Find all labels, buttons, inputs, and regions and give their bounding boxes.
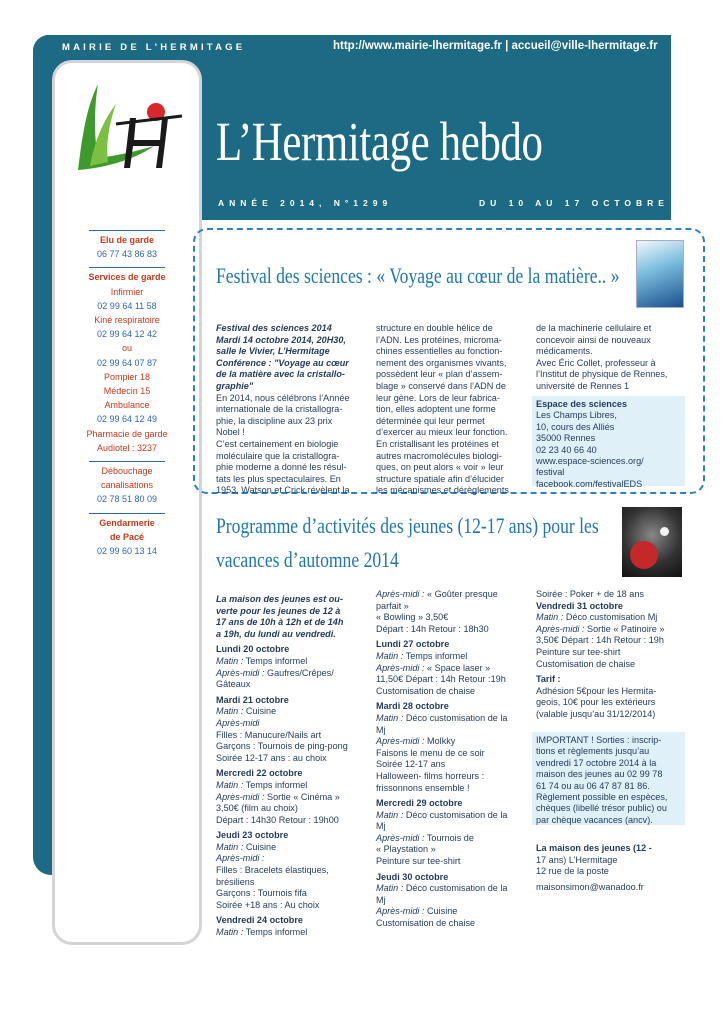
activity-line: Customisation de chaise [376, 685, 476, 696]
day-heading: Lundi 20 octobre [216, 644, 290, 655]
day-heading: Vendredi 31 octobre [536, 600, 623, 611]
festival-text-line: autres macromolécules biologi- [376, 450, 502, 461]
activity-text: Déco customisation de la [403, 712, 508, 723]
activity-text: Cuisine [243, 706, 277, 717]
activity-line: « Bowling » 3,50€ [376, 612, 449, 623]
activity-period: Matin : [376, 883, 404, 894]
activity-text: « Space laser » [424, 662, 491, 673]
festival-column-3 [536, 323, 686, 393]
activity-line [216, 668, 371, 680]
programme-title-line-2: vacances d’automne 2014 [216, 547, 399, 572]
festival-text-line: structure en double hélice de [376, 323, 493, 333]
activity-line: 11,50€ Départ : 14h Retour :19h [376, 674, 506, 685]
header-urls[interactable]: http://www.mairie-lhermitage.fr | accueil@ville-lhermitage.fr [333, 40, 658, 52]
activity-text: Cuisine [424, 906, 458, 917]
festival-text-line: moléculaire que la cristallogra- [216, 450, 340, 461]
espace-sciences-box [532, 396, 685, 489]
important-line: Règlement possible en espèces, [536, 792, 668, 803]
festival-text-line: université de Rennes 1 [536, 380, 630, 391]
programme-column-2 [376, 589, 526, 930]
service-line: 02 99 64 07 87 [96, 357, 158, 368]
activity-period: Matin : [376, 650, 404, 661]
activity-period: Matin : [216, 841, 244, 852]
activity-text: Temps informel [243, 927, 308, 938]
activity-line [216, 718, 371, 730]
espace-title: Espace des sciences [536, 399, 627, 409]
activity-line [376, 833, 526, 845]
festival-title: Festival des sciences : « Voyage au cœur de la matière.. » [216, 263, 620, 288]
hermitage-logo-icon [64, 78, 194, 173]
maison-email-link[interactable]: maisonsimon@wanadoo.fr [536, 881, 644, 892]
festival-text-line: les mécanismes et dérèglements [376, 485, 509, 496]
day-heading: Mercredi 29 octobre [376, 798, 463, 809]
sidebar-divider [89, 267, 165, 268]
festival-text-line: blage » conservé dans l’ADN de [376, 380, 506, 391]
activity-line: Peinture sur tee-shirt [376, 856, 461, 867]
activity-period: Matin : [216, 655, 244, 666]
festival-text-line: En 2014, nous célébrons l’Année [216, 392, 350, 403]
activity-period: Matin : [376, 809, 404, 820]
activity-line [376, 589, 526, 601]
activity-period: Matin : [376, 712, 404, 723]
important-line: 61 74 ou au 06 47 87 81 86. [536, 780, 650, 791]
espace-line: www.espace-sciences.org/ [536, 456, 644, 467]
programme-intro-line: 17 ans de 10h à 12h et de 14h [216, 617, 344, 628]
festival-text-line: possèdent leur « plan d’assem- [376, 369, 503, 380]
activity-line [216, 853, 371, 865]
mairie-label: MAIRIE DE L'HERMITAGE [62, 42, 246, 53]
day-heading: Vendredi 24 octobre [216, 915, 303, 926]
activity-line: Faisons le menu de ce soir [376, 747, 485, 758]
espace-line: 02 23 40 66 40 [536, 444, 597, 455]
service-line: 02 99 64 12 42 [96, 329, 158, 340]
activity-text: Temps informel [243, 655, 308, 666]
service-line: Ambulance [104, 400, 150, 411]
festival-text-line: internationale de la cristallogra- [216, 404, 343, 415]
festival-text-line: concevoir ainsi de nouveaux [536, 334, 651, 345]
maison-line: La maison des jeunes (12 - [536, 843, 652, 853]
day-heading: Lundi 27 octobre [376, 639, 450, 650]
espace-line: 10, cours des Alliés [536, 421, 615, 432]
activity-line [216, 706, 371, 718]
activity-line: frissonnons ensemble ! [376, 782, 470, 793]
gendarmerie-label-1: Gendarmerie [99, 517, 155, 528]
activity-line [216, 792, 371, 804]
activity-line: 3,50€ (film au choix) [216, 803, 298, 814]
activity-line: Filles : Bracelets élastiques, [216, 865, 329, 876]
activity-line: brésiliens [216, 876, 255, 887]
service-line: 02 99 64 12 49 [96, 414, 158, 425]
activity-text: Tournois de [424, 832, 474, 843]
activity-text: Molkky [424, 736, 456, 747]
important-line: maison des jeunes au 02 99 78 [536, 769, 663, 780]
programme-intro-line: La maison des jeunes est ou- [216, 594, 343, 604]
important-line: tions et règlements jusqu’au [536, 746, 650, 757]
festival-heading-line: Festival des sciences 2014 [216, 323, 332, 333]
activity-line [376, 810, 526, 822]
programme-intro-line: verte pour les jeunes de 12 à [216, 605, 341, 616]
important-line: par chèque vacances (ancv). [536, 814, 653, 825]
service-line: ou [121, 343, 132, 354]
activity-line [376, 883, 526, 895]
day-heading: Mardi 28 octobre [376, 701, 449, 712]
activity-line [536, 624, 686, 636]
activity-line [376, 713, 526, 725]
programme-title-line-1: Programme d’activités des jeunes (12-17 ans) pour les [216, 513, 599, 538]
activity-text: Déco customisation Mj [563, 612, 658, 623]
activity-text: Déco customisation de la [403, 809, 508, 820]
activity-period: Matin : [536, 612, 564, 623]
activity-text: Déco customisation de la [403, 883, 508, 894]
activity-line: Mj [376, 821, 386, 832]
activity-line [376, 663, 526, 675]
programme-column-1 [216, 594, 371, 939]
festival-text-line: tion, elles adoptent une forme [376, 404, 496, 415]
activity-line: 3,50€ Départ : 14h Retour : 19h [536, 635, 664, 646]
gendarmerie-label-2: de Pacé [109, 531, 145, 542]
activity-period: Après-midi : [536, 623, 585, 634]
service-line: Kiné respiratoire [94, 315, 160, 326]
activity-line: Garçons : Tournois de ping-pong [216, 741, 348, 752]
activity-line: Soirée 12-17 ans [376, 759, 446, 770]
services-list [62, 285, 192, 455]
festival-text-line: En cristallisant les protéines et [376, 438, 499, 449]
debouchage-label-2: canalisations [100, 480, 154, 491]
maison-line: 12 rue de la poste [536, 866, 609, 877]
activity-text: Temps informel [403, 650, 468, 661]
important-line: IMPORTANT ! Sorties : inscrip- [536, 735, 662, 745]
activity-period: Après-midi : [376, 832, 425, 843]
activity-line: Peinture sur tee-shirt [536, 646, 621, 657]
ping-pong-image [622, 507, 682, 577]
festival-text-line: structure spatiale afin d’élucider [376, 473, 504, 484]
activity-period: Après-midi : [216, 667, 265, 678]
activity-line [376, 651, 526, 663]
activity-line: Adhésion 5€pour les Hermita- [536, 685, 657, 696]
activity-period: Après-midi : [376, 736, 425, 747]
activity-line: geois, 10€ pour les extérieurs [536, 697, 656, 708]
debouchage-label-1: Débouchage [101, 466, 153, 477]
activity-text: Cuisine [243, 841, 277, 852]
festival-text-line: l’ADN. Les protéines, microma- [376, 334, 502, 345]
activity-line: Garçons : Tournois fifa [216, 888, 307, 899]
festival-text-line: C’est certainement en biologie [216, 438, 339, 449]
sidebar-contacts [62, 230, 192, 558]
activity-text: Sortie « Cinéma » [264, 791, 340, 802]
activity-period: Après-midi : [216, 791, 265, 802]
activity-line: Soirée 12-17 ans : au choix [216, 752, 327, 763]
activity-period: Matin : [216, 706, 244, 717]
page-title: L’Hermitage hebdo [216, 111, 543, 172]
activity-line [216, 656, 371, 668]
activity-line: Filles : Manucure/Nails art [216, 729, 322, 740]
festival-text-line: tats les plus spectaculaires. En [216, 473, 341, 484]
activity-text: « Goûter presque [424, 589, 498, 599]
espace-line: facebook.com/festivalEDS [536, 478, 643, 489]
activity-line: « Playstation » [376, 844, 436, 855]
debouchage-phone: 02 78 51 80 09 [96, 494, 158, 505]
activity-line: Mj [376, 724, 386, 735]
activity-line: Customisation de chaise [376, 918, 476, 929]
activity-period: Après-midi : [376, 906, 425, 917]
issue-dates: DU 10 AU 17 OCTOBRE [479, 198, 669, 208]
activity-period: Matin : [216, 779, 244, 790]
activity-line [376, 736, 526, 748]
festival-text-line: l’Institut de physique de Rennes, [536, 369, 668, 380]
activity-line: Soirée : Poker + de 18 ans [536, 589, 644, 599]
programme-column-3 [536, 589, 686, 721]
activity-period: Après-midi [216, 717, 260, 728]
activity-line [216, 780, 371, 792]
activity-line: Départ : 14h30 Retour : 19h00 [216, 814, 339, 825]
gendarmerie-phone: 02 99 60 13 14 [96, 546, 158, 557]
festival-text-line: 1953, Watson et Crick révèlent la [216, 485, 350, 496]
sidebar-divider [89, 230, 165, 231]
festival-heading-line: graphie" [216, 380, 254, 391]
festival-text-line: Avec Éric Collet, professeur à [536, 357, 656, 368]
activity-text: Gaufres/Crêpes/ [264, 667, 334, 678]
issue-number: ANNÉE 2014, N°1299 [218, 198, 393, 208]
programme-intro-line: a 19h, du lundi au vendredi. [216, 628, 336, 639]
activity-text: Sortie « Patinoire » [584, 623, 665, 634]
activity-line [216, 927, 371, 939]
day-heading: Mardi 21 octobre [216, 694, 289, 705]
festival-column-2 [376, 323, 526, 497]
festival-text-line: Nobel ! [216, 427, 245, 438]
activity-period: Après-midi : [216, 853, 265, 864]
day-heading: Mercredi 22 octobre [216, 768, 303, 779]
festival-text-line: chines essentielles au fonction- [376, 346, 503, 357]
service-line: Audiotel : 3237 [96, 442, 158, 453]
service-line: Pharmacie de garde [86, 428, 168, 439]
festival-text-line: nement des organismes vivants, [376, 357, 507, 368]
important-box [532, 732, 685, 825]
elu-phone: 06 77 43 86 83 [96, 249, 158, 260]
festival-text-line: de la machinerie cellulaire et [536, 323, 652, 333]
activity-line: Gâteaux [216, 679, 251, 690]
important-line: vendredi 17 octobre 2014 à la [536, 757, 657, 768]
festival-column-1 [216, 323, 368, 497]
service-line: 02 99 64 11 58 [97, 300, 157, 311]
festival-text-line: médicaments. [536, 346, 593, 357]
activity-line: Départ : 14h Retour : 18h30 [376, 623, 489, 634]
espace-line: festival [536, 467, 565, 478]
important-line: chèques (libellé trésor public) ou [536, 803, 667, 814]
festival-text-line: déterminée qui leur permet [376, 415, 485, 426]
festival-text-line: d’exercer au mieux leur fonction. [376, 427, 508, 438]
activity-line [536, 612, 686, 624]
activity-line: parfait » [376, 600, 409, 611]
sidebar-divider [89, 461, 165, 462]
maison-line: 17 ans) L’Hermitage [536, 854, 618, 865]
service-line: Pompier 18 [103, 371, 151, 382]
activity-period: Matin : [216, 927, 244, 938]
service-line: Infirmier [110, 286, 144, 297]
espace-line: 35000 Rennes [536, 433, 596, 444]
activity-line: Soirée +18 ans : Au choix [216, 899, 320, 910]
elu-title: Elu de garde [99, 235, 154, 245]
festival-heading-line: Mardi 14 octobre 2014, 20H30, [216, 334, 346, 345]
activity-line: (valable jusqu’au 31/12/2014) [536, 708, 656, 719]
activity-text: Temps informel [243, 779, 308, 790]
festival-text-line: phie moderne a donné les résul- [216, 462, 347, 473]
activity-line: Customisation de chaise [536, 658, 636, 669]
service-line: Médecin 15 [103, 386, 151, 397]
services-title: Services de garde [88, 272, 166, 283]
espace-line: Les Champs Libres, [536, 410, 617, 421]
day-heading: Jeudi 30 octobre [376, 871, 449, 882]
activity-line: Halloween- films horreurs : [376, 770, 485, 781]
activity-line: Mj [376, 894, 386, 905]
festival-text-line: ques, on peut alors « voir » leur [376, 462, 504, 473]
festival-poster-image [636, 240, 684, 308]
activity-period: Après-midi : [376, 662, 425, 673]
sidebar-divider [89, 513, 165, 514]
festival-text-line: leur gène. Lors de leur fabrica- [376, 392, 500, 403]
activity-period: Après-midi : [376, 589, 425, 599]
festival-heading-line: Conférence : "Voyage au cœur [216, 357, 349, 368]
activity-line [376, 906, 526, 918]
festival-text-line: phie, la discipline aux 23 prix [216, 415, 333, 426]
activity-line [216, 842, 371, 854]
festival-heading-line: de la matière avec la cristallo- [216, 369, 345, 380]
maison-jeunes-block [536, 843, 686, 893]
day-heading: Tarif : [536, 674, 561, 685]
festival-heading-line: salle le Vivier, L’Hermitage [216, 346, 330, 357]
day-heading: Jeudi 23 octobre [216, 830, 289, 841]
